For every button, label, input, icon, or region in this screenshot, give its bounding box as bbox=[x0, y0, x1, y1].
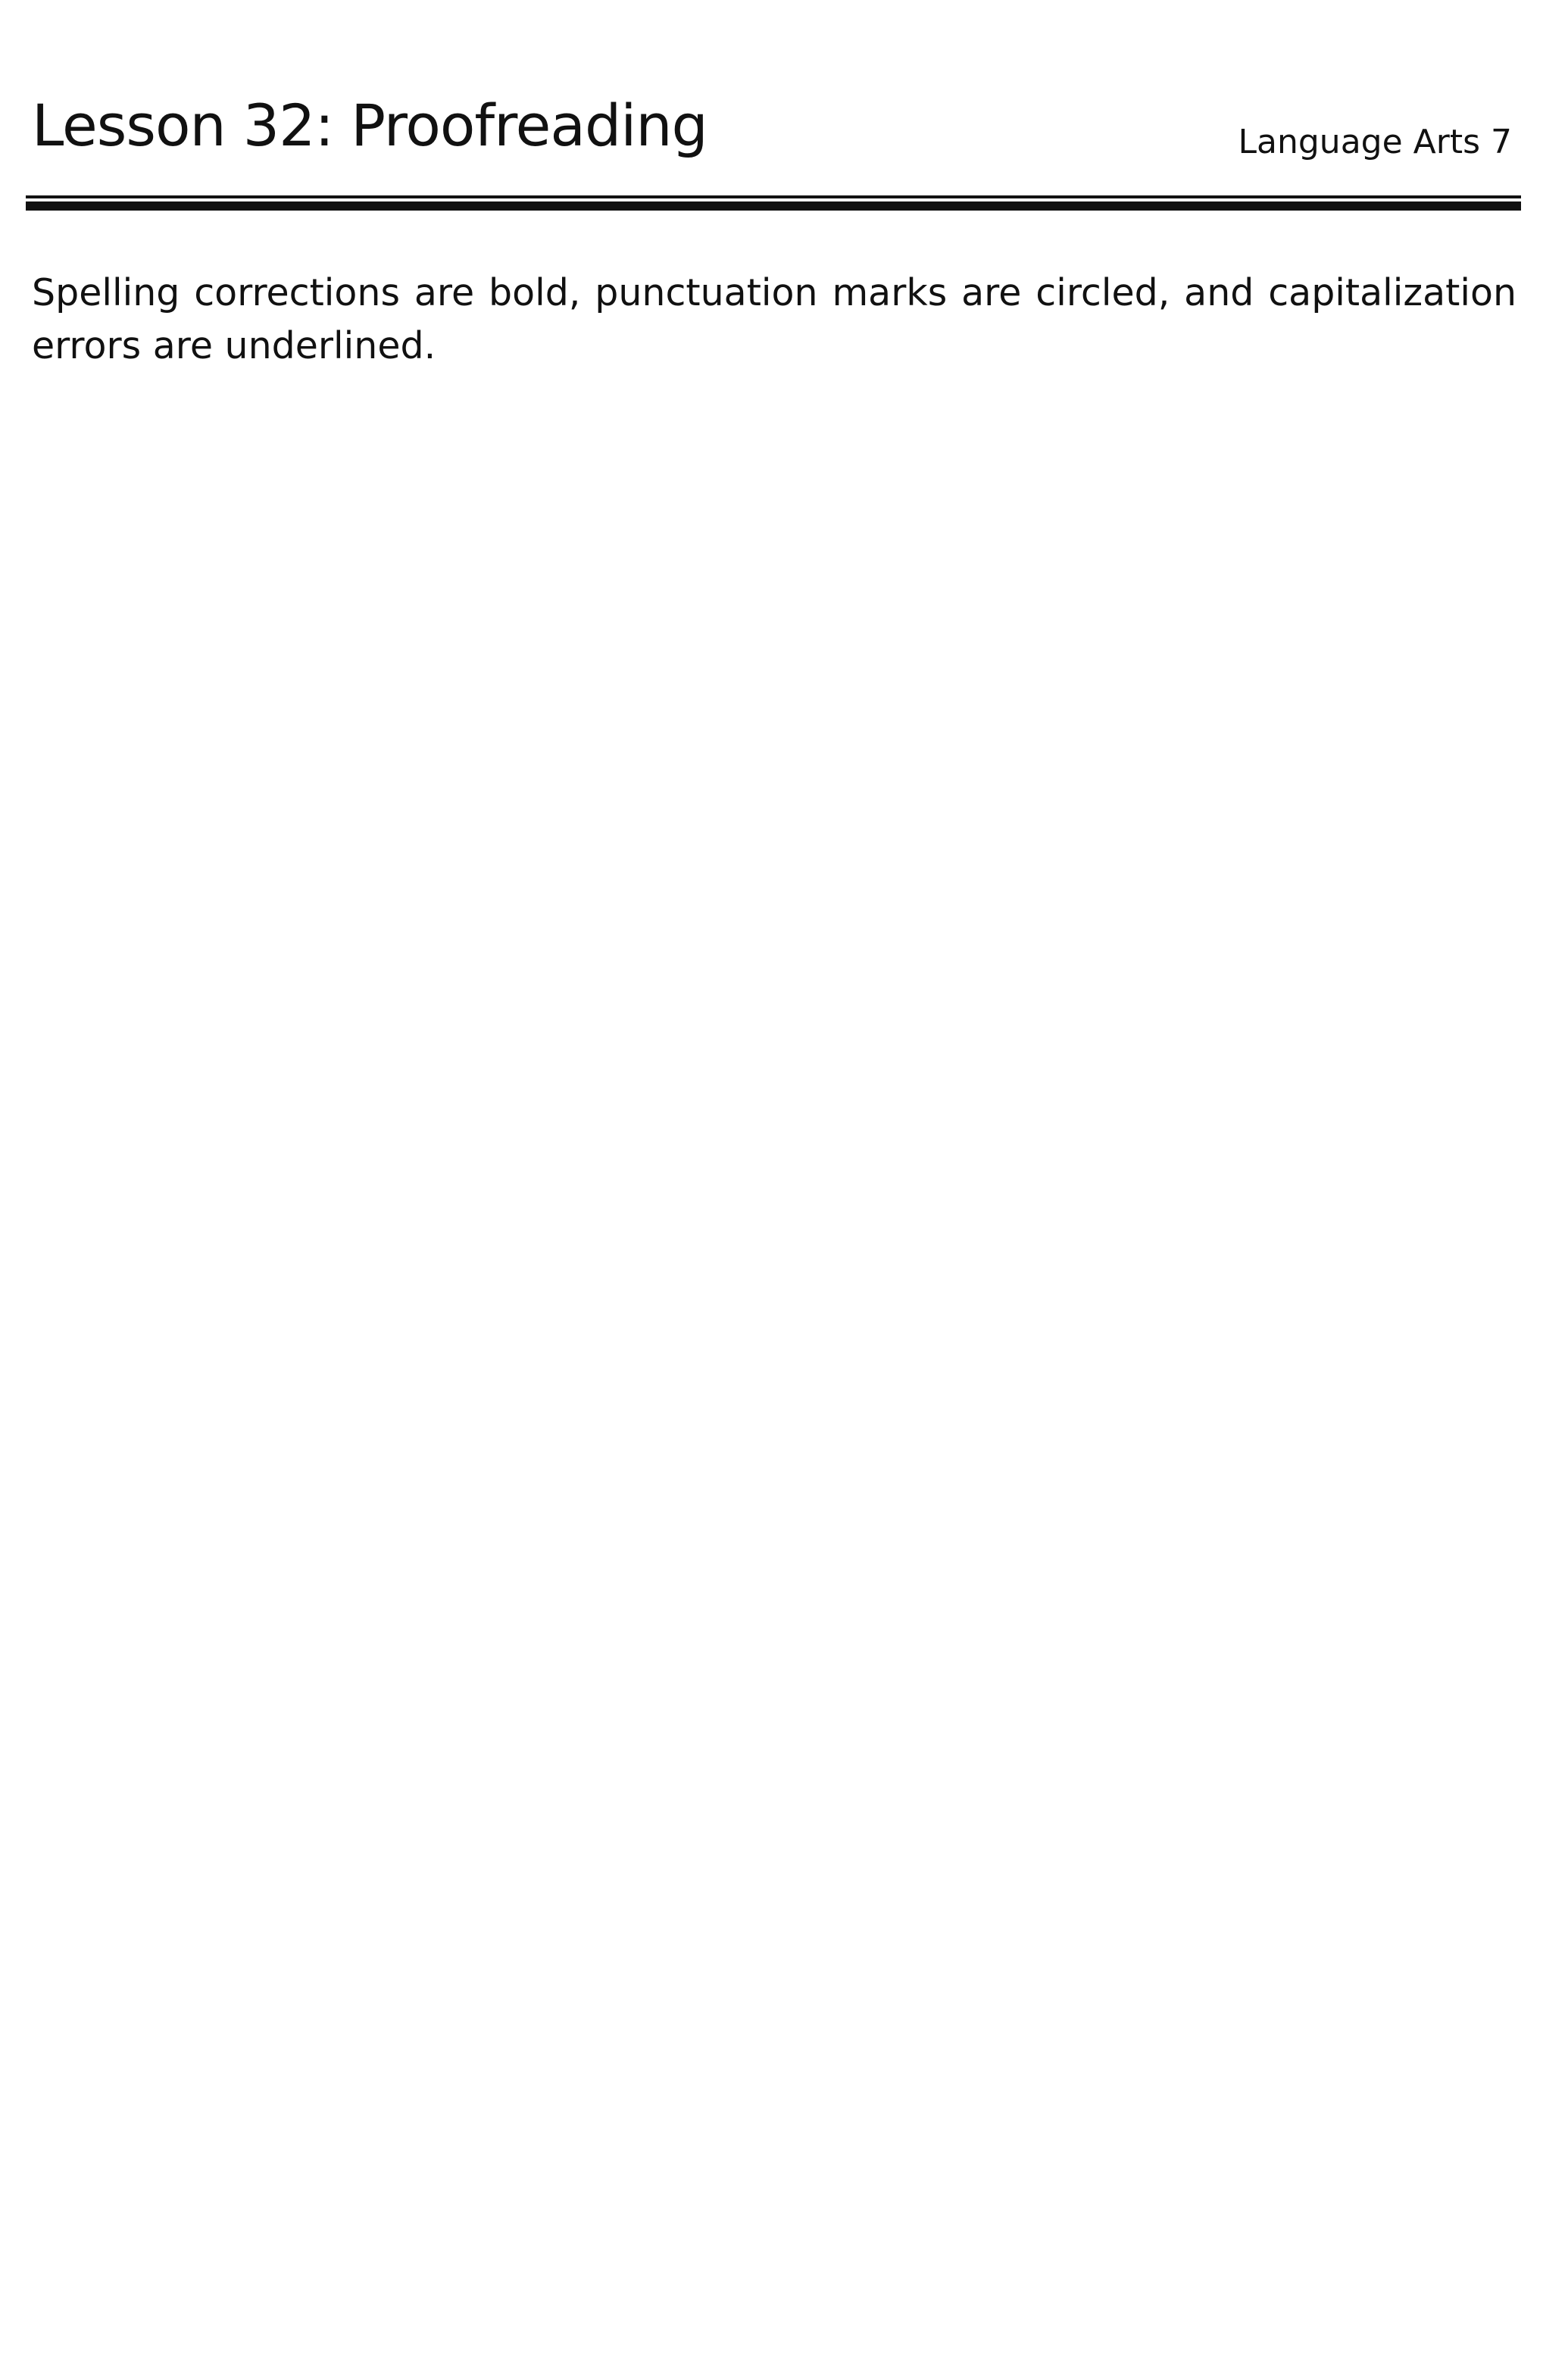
passage-line bbox=[32, 751, 1483, 865]
passage-line bbox=[32, 1942, 1483, 2045]
passage-line bbox=[32, 638, 1483, 751]
passage-paragraph-2 bbox=[32, 1097, 1483, 2251]
passage-line bbox=[32, 432, 1483, 535]
passage-line bbox=[32, 1530, 1483, 1633]
passage-paragraph-1 bbox=[32, 432, 1483, 1071]
passage-line bbox=[32, 968, 1483, 1071]
lesson-title: Lesson 32: Proofreading bbox=[32, 92, 707, 159]
passage-line bbox=[32, 2148, 1483, 2251]
header-rule-thin bbox=[26, 195, 1521, 198]
passage-line bbox=[32, 2045, 1483, 2148]
passage-line bbox=[32, 535, 1483, 638]
passage-line bbox=[32, 1736, 1483, 1839]
passage-line bbox=[32, 1633, 1483, 1736]
passage-line bbox=[32, 1839, 1483, 1942]
header-rule-thick bbox=[26, 201, 1521, 211]
passage-line bbox=[32, 1200, 1483, 1313]
passage-line bbox=[32, 1427, 1483, 1530]
passage-line bbox=[32, 1097, 1483, 1200]
passage-line bbox=[32, 1313, 1483, 1427]
instructions-text: Spelling corrections are bold, punctuation marks are circled, and capitalization errors are underlined. bbox=[32, 271, 1516, 367]
course-name: Language Arts 7 bbox=[1238, 123, 1512, 161]
passage-line bbox=[32, 865, 1483, 968]
